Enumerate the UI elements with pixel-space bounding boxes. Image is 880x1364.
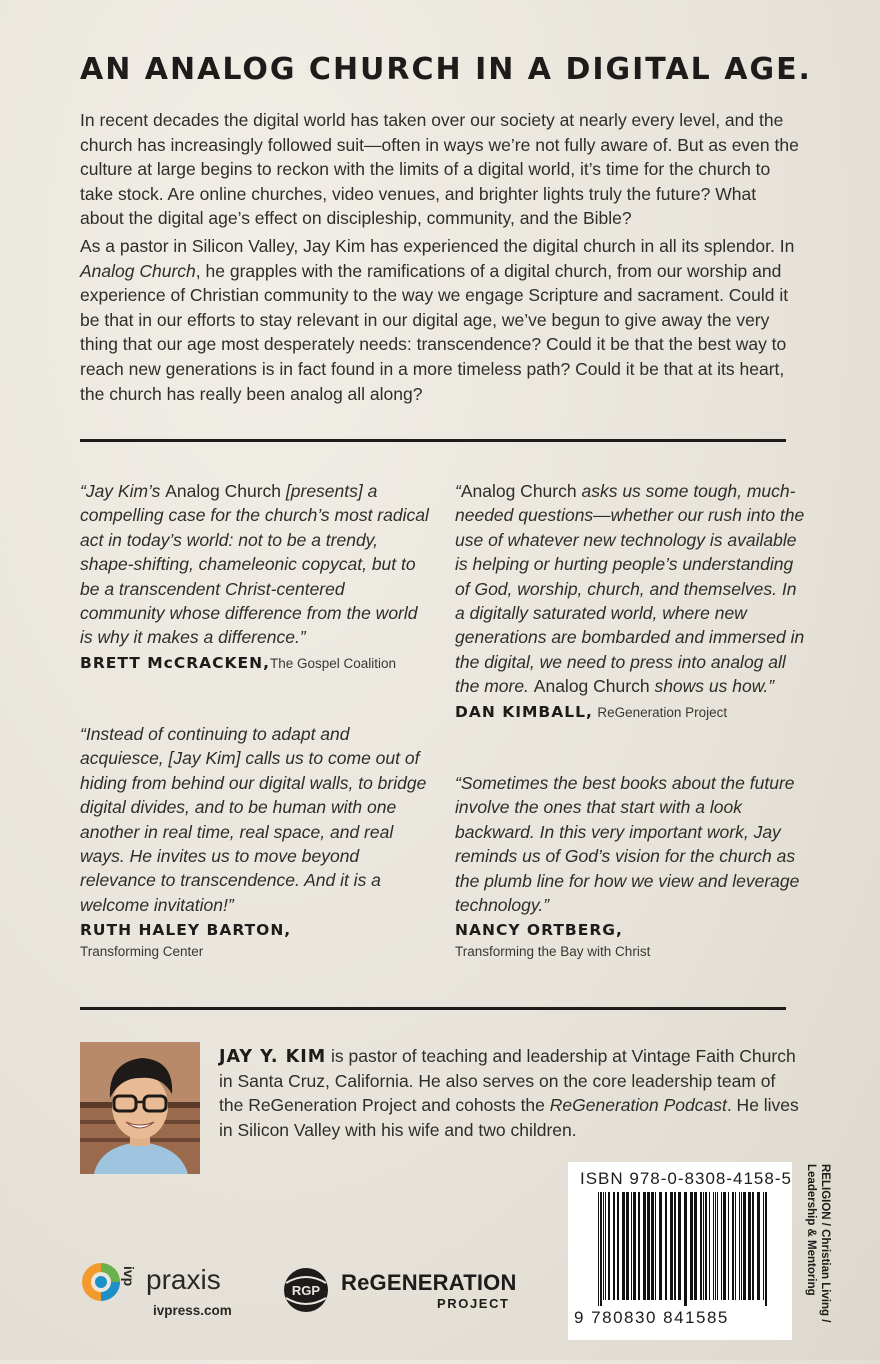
divider-bottom <box>80 1007 786 1010</box>
barcode-bar <box>721 1192 722 1300</box>
partner-subtitle: PROJECT <box>437 1296 510 1311</box>
barcode-bar <box>732 1192 734 1300</box>
barcode-bar <box>626 1192 629 1300</box>
barcode-bar <box>674 1192 676 1300</box>
endorser-org: Transforming Center <box>80 944 204 960</box>
barcode-bar <box>715 1192 716 1300</box>
endorsement-ortberg <box>455 771 807 959</box>
isbn-number: ISBN 978-0-8308-4158-5 <box>580 1169 792 1188</box>
endorsement-attribution <box>80 654 432 673</box>
endorser-name: BRETT McCRACKEN, <box>80 653 270 672</box>
barcode-bar <box>757 1192 760 1300</box>
endorser-org: Transforming the Bay with Christ <box>455 944 651 960</box>
endorsement-quote: “Sometimes the best books about the future involve the ones that start with a look backward. In this very important work, Jay reminds us of God’s vision for the church as the plumb line for how we view and leverage technology.” <box>455 773 800 916</box>
barcode-bar <box>608 1192 610 1300</box>
barcode-bar <box>741 1192 742 1300</box>
barcode-bar <box>690 1192 693 1300</box>
endorsement-mccracken <box>80 479 432 673</box>
book-title-ref: Analog Church <box>80 260 196 281</box>
barcode-bar <box>643 1192 646 1300</box>
barcode-bar <box>709 1192 710 1300</box>
endorser-org: ReGeneration Project <box>597 704 728 720</box>
barcode-bars <box>598 1192 770 1306</box>
publisher-url: ivpress.com <box>153 1303 232 1318</box>
publisher-brand: praxis <box>146 1264 221 1295</box>
barcode-bar <box>748 1192 751 1300</box>
barcode-bar <box>678 1192 681 1300</box>
endorsement-quote: “Jay Kim’s Analog Church [presents] a compelling case for the church’s most radical act in today’s world: not to be a trendy, shape-shifting, chameleonic copycat, but to be a transcendent Christ-centered community whose difference from the world is why it makes a difference.” <box>80 481 429 648</box>
ivp-logo-icon <box>80 1258 140 1310</box>
barcode-bar <box>622 1192 625 1300</box>
barcode-bar <box>713 1192 714 1300</box>
barcode-bar <box>647 1192 650 1300</box>
endorser-name: NANCY ORTBERG, <box>455 921 623 940</box>
author-bio: JAY Y. KIM is pastor of teaching and leadership at Vintage Faith Church in Santa Cruz, California. He also serves on the core leadership team of the ReGeneration Project and cohosts the ReGeneration Podcast. He lives in Silicon Valley with his wife and two children. <box>219 1046 799 1140</box>
partner-name: ReGENERATION <box>341 1270 517 1295</box>
isbn-barcode-panel <box>568 1162 792 1340</box>
endorsement-quote: “Instead of continuing to adapt and acquiesce, [Jay Kim] calls us to come out of hiding from behind our digital walls, to bridge digital divides, and to be human with one another in real time, real space, and real ways. He invites us to move beyond relevance to transcendence. And it is a welcome invitation!” <box>80 724 427 915</box>
endorsement-attribution <box>455 921 807 959</box>
endorser-org: The Gospel Coalition <box>270 655 397 671</box>
barcode-bar <box>765 1192 767 1306</box>
barcode-bar <box>728 1192 729 1300</box>
rgp-badge-text: RGP <box>291 1283 321 1298</box>
endorsement-quote: “Analog Church asks us some tough, much-needed questions—whether our rush into the use of whatever new technology is available is helping or hurting people’s understanding of God, worship, church, and themselves. In a digitally saturated world, where new generations are bombarded and immersed in the digital, we need to press into analog all the more. Analog Church shows us how.” <box>455 481 805 697</box>
barcode-bar <box>705 1192 707 1300</box>
barcode-bar <box>638 1192 640 1300</box>
barcode-bar <box>631 1192 632 1300</box>
endorsement-kimball <box>455 479 807 722</box>
barcode-bar <box>694 1192 697 1300</box>
bisac-category: RELIGION / Christian Living / Leadership & Mentoring <box>805 1164 831 1323</box>
barcode-bar <box>633 1192 636 1300</box>
barcode-bar <box>605 1192 606 1300</box>
barcode-digits: 9 780830 841585 <box>574 1308 729 1327</box>
ivp-mark: ivp <box>121 1266 137 1287</box>
barcode-bar <box>717 1192 718 1300</box>
barcode-bar <box>684 1192 687 1306</box>
barcode-bar <box>665 1192 667 1300</box>
barcode-bar <box>613 1192 615 1300</box>
endorsement-attribution <box>455 703 807 722</box>
author-name: JAY Y. KIM <box>219 1047 327 1067</box>
barcode-bar <box>598 1192 599 1306</box>
intro-paragraph-1: In recent decades the digital world has taken over our society at nearly every level, and the church has increasingly followed suit—often in ways we’re not fully aware of. But as even the culture at large begins to reckon with the limits of a digital world, it’s time for the church to take stock. Are online churches, video venues, and brighter lights truly the future? What about the digital age’s effect on discipleship, community, and the Bible? <box>80 110 799 229</box>
barcode-bar <box>735 1192 736 1300</box>
barcode-bar <box>600 1192 602 1306</box>
barcode-bar <box>617 1192 619 1300</box>
endorsement-barton <box>80 722 432 959</box>
barcode-bar <box>651 1192 654 1300</box>
barcode-bar <box>655 1192 656 1300</box>
intro-paragraph-2: As a pastor in Silicon Valley, Jay Kim has experienced the digital church in all its splendor. In Analog Church, he grapples with the ramifications of a digital church, from our worship and experience of Christian community to the way we engage Scripture and sacrament. Could it be that in our efforts to stay relevant in our digital age, we’ve begun to give away the very thing that our age most desperately needs: transcendence? Could it be that the best way to reach new generations is in fact found in a more timeless path? Could it be that at its heart, the church has really been analog all along? <box>80 236 795 404</box>
divider-top <box>80 439 786 442</box>
barcode-bar <box>603 1192 604 1300</box>
author-photo <box>80 1042 200 1174</box>
barcode-bar <box>723 1192 726 1300</box>
barcode-bar <box>670 1192 673 1300</box>
barcode-bar <box>700 1192 702 1300</box>
barcode-bar <box>763 1192 764 1300</box>
rgp-logo-icon <box>282 1265 334 1315</box>
endorsement-attribution <box>80 921 432 959</box>
barcode-bar <box>659 1192 662 1300</box>
barcode-bar <box>752 1192 754 1300</box>
barcode-bar <box>739 1192 740 1300</box>
endorser-name: DAN KIMBALL, <box>455 702 593 721</box>
back-cover-heading: AN ANALOG CHURCH IN A DIGITAL AGE. <box>80 52 812 87</box>
barcode-bar <box>743 1192 746 1300</box>
barcode-bar <box>703 1192 704 1300</box>
endorser-name: RUTH HALEY BARTON, <box>80 921 292 940</box>
